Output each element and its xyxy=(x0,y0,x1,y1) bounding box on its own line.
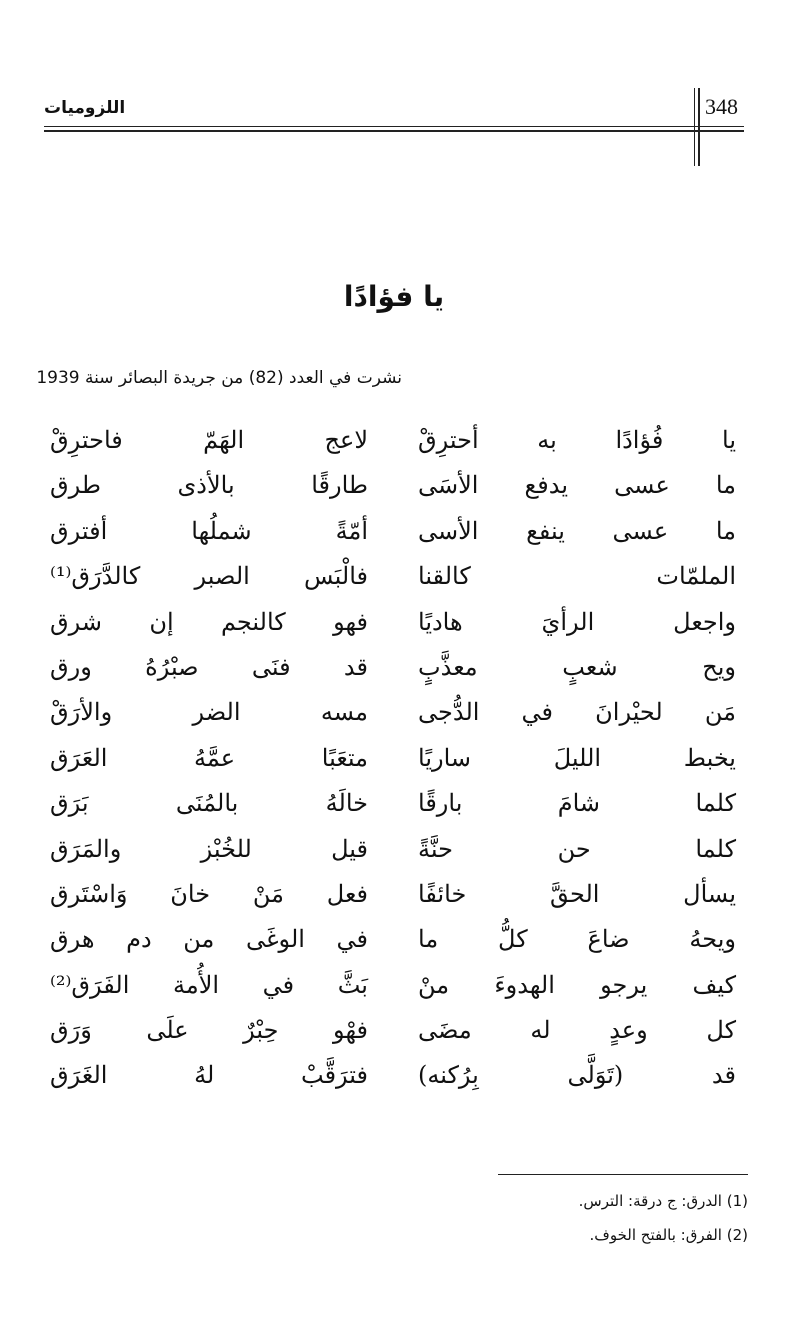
header-vertical-rule-thick xyxy=(698,88,700,166)
verse-first-hemistich: ويحهُ ضاعَ كلُّ ما xyxy=(418,925,736,954)
verse xyxy=(0,600,788,645)
verse-second-hemistich: طارقًا بالأذى طرق xyxy=(50,471,368,500)
verse xyxy=(0,781,788,826)
verse-second-hemistich: فترَقَّبْ لهُ الغَرَق xyxy=(50,1061,368,1090)
verse-first-hemistich: واجعل الرأيَ هاديًا xyxy=(418,607,736,636)
verse-second-hemistich: بَثَّ في الأُمة الفَرَق⁽²⁾ xyxy=(50,970,368,999)
header-rule-thick xyxy=(44,130,744,132)
verse-first-hemistich: مَن لحيْرانَ في الدُّجى xyxy=(418,698,736,727)
verse-second-hemistich: فهو كالنجم إن شرق xyxy=(50,607,368,636)
verse-second-hemistich: فعل مَنْ خانَ وَاسْتَرق xyxy=(50,879,368,908)
verse-second-hemistich: لاعج الهَمّ فاحترِقْ xyxy=(50,426,368,454)
verse xyxy=(0,690,788,735)
verse xyxy=(0,872,788,917)
verse xyxy=(0,1008,788,1053)
verse-first-hemistich: كيف يرجو الهدوءَ منْ xyxy=(418,970,736,999)
verse-second-hemistich: متعَبًا عمَّهُ العَرَق xyxy=(50,743,368,772)
verse-second-hemistich: في الوغَى من دم هرق xyxy=(50,925,368,954)
verse xyxy=(0,418,788,463)
verse-first-hemistich: يا فُؤادًا به أحترِقْ xyxy=(418,426,736,454)
verse-first-hemistich: كل وعدٍ له مضَى xyxy=(418,1016,736,1045)
header-vertical-rule-thin xyxy=(694,88,695,166)
verse-second-hemistich: فهْو حِبْرٌ علَى وَرَق xyxy=(50,1016,368,1045)
publication-note: نشرت في العدد (82) من جريدة البصائر سنة 1939 xyxy=(36,368,402,388)
footnote-1: (1) الدرق: ج درقة: الترس. xyxy=(578,1192,748,1210)
footnote-rule xyxy=(498,1174,748,1175)
verse-first-hemistich: ما عسى يدفع الأسَى xyxy=(418,471,736,500)
verse xyxy=(0,1053,788,1098)
verse-second-hemistich: أمّةً شملُها أفترق xyxy=(50,516,368,545)
poem-body xyxy=(0,418,788,1099)
verse xyxy=(0,554,788,599)
verse-first-hemistich: كلما شامَ بارقًا xyxy=(418,789,736,818)
verse xyxy=(0,827,788,872)
verse-first-hemistich: الملمّات كالقنا xyxy=(418,562,736,591)
header-rule-thin xyxy=(44,126,744,127)
verse-first-hemistich: كلما حن حنَّةً xyxy=(418,834,736,863)
verse-first-hemistich: ما عسى ينفع الأسى xyxy=(418,516,736,545)
verse-second-hemistich: قد فنَى صبْرُهُ ورق xyxy=(50,652,368,681)
verse-first-hemistich: يسأل الحقَّ خائفًا xyxy=(418,879,736,908)
verse xyxy=(0,917,788,962)
footnote-2: (2) الفرق: بالفتح الخوف. xyxy=(589,1226,748,1244)
verse xyxy=(0,963,788,1008)
page-number: 348 xyxy=(705,94,738,119)
verse xyxy=(0,509,788,554)
verse-second-hemistich: فالْبَس الصبر كالدَّرَق⁽¹⁾ xyxy=(50,562,368,591)
verse xyxy=(0,736,788,781)
verse-first-hemistich: ويح شعبٍ معذَّبٍ xyxy=(418,652,736,681)
verse-second-hemistich: خالَهُ بالمُنَى بَرَق xyxy=(50,789,368,818)
poem-title: يا فؤادًا xyxy=(343,280,445,313)
verse-first-hemistich: قد (تَوَلَّى بِرُكنه) xyxy=(418,1061,736,1090)
verse xyxy=(0,645,788,690)
verse-first-hemistich: يخبط الليلَ ساريًا xyxy=(418,743,736,772)
verse-second-hemistich: قيل للخُبْز والمَرَق xyxy=(50,834,368,863)
verse-second-hemistich: مسه الضر والأرَقْ xyxy=(50,698,368,727)
book-title: اللزوميات xyxy=(44,98,126,118)
verse xyxy=(0,463,788,508)
